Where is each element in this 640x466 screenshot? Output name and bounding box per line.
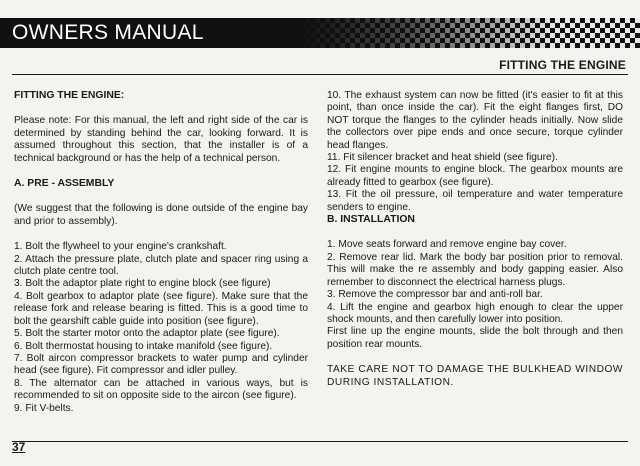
warning-text: TAKE CARE NOT TO DAMAGE THE BULKHEAD WINDOW DURING INSTALLATION.	[327, 364, 623, 388]
note-paragraph: Please note: For this manual, the left and right side of the car is determined by standing behind the car, looking forward. It is assumed throughout this section, that the installer is of a technical background or has the help of a technical person.	[14, 115, 308, 164]
list-item: 4. Bolt gearbox to adaptor plate (see figure). Make sure that the release fork and release bearing is fitted. This is a good time to bolt the gearshift cable guide into position (see figure).	[14, 290, 308, 327]
list-item: 10. The exhaust system can now be fitted (it's easier to fit at this point, than once inside the car). Fit the eight flanges first, DO NOT torque the flanges to the cylinder heads initially. Now slide the collectors over pipe ends and once secure, torque cylinder head flanges.	[327, 90, 623, 151]
pre-assembly-steps	[14, 241, 308, 415]
header-banner	[0, 18, 640, 48]
installation-heading: B. INSTALLATION	[327, 214, 415, 226]
pre-assembly-heading: A. PRE - ASSEMBLY	[14, 178, 115, 190]
right-column	[327, 90, 623, 389]
list-item: 11. Fit silencer bracket and heat shield (see figure).	[327, 152, 558, 164]
list-item: 8. The alternator can be attached in various ways, but is recommended to sit on opposite side to the aircon (see figure).	[14, 377, 308, 402]
section-title: FITTING THE ENGINE	[499, 58, 626, 72]
pre-assembly-steps-continued	[327, 90, 623, 214]
fitting-heading: FITTING THE ENGINE:	[14, 90, 125, 101]
list-item: 7. Bolt aircon compressor brackets to water pump and cylinder head (see figure). Fit compressor and idler pulley.	[14, 352, 308, 377]
list-item: 2. Remove rear lid. Mark the body bar position prior to removal. This will make the re assembly and body gapping easier. Also remember to disconnect the electrical harness plugs.	[327, 251, 623, 288]
list-item: 5. Bolt the starter motor onto the adaptor plate (see figure).	[14, 328, 280, 340]
list-item: 12. Fit engine mounts to engine block. The gearbox mounts are already fitted to gearbox (see figure).	[327, 164, 623, 188]
list-item: 1. Move seats forward and remove engine bay cover.	[327, 239, 567, 251]
page-number: 37	[12, 440, 26, 454]
top-divider	[12, 74, 628, 75]
installation-steps	[327, 239, 623, 326]
list-item: 9. Fit V-belts.	[14, 402, 74, 414]
list-item: 2. Attach the pressure plate, clutch plate and spacer ring using a clutch plate centre tool.	[14, 253, 308, 278]
pre-assembly-intro: (We suggest that the following is done outside of the engine bay and prior to assembly).	[14, 203, 308, 227]
left-column	[14, 90, 308, 415]
mounts-paragraph: First line up the engine mounts, slide the bolt through and then position rear mounts.	[327, 326, 623, 350]
checkered-flag-decoration	[300, 18, 640, 48]
bottom-divider	[12, 441, 628, 442]
list-item: 6. Bolt thermostat housing to intake manifold (see figure).	[14, 340, 273, 352]
list-item: 13. Fit the oil pressure, oil temperature and water temperature senders to engine.	[327, 189, 623, 213]
list-item: 4. Lift the engine and gearbox high enough to clear the upper shock mounts, and then carefully lower into position.	[327, 301, 623, 325]
list-item: 1. Bolt the flywheel to your engine's crankshaft.	[14, 241, 227, 253]
list-item: 3. Bolt the adaptor plate right to engine block (see figure)	[14, 278, 271, 290]
list-item: 3. Remove the compressor bar and anti-roll bar.	[327, 289, 543, 301]
manual-title: OWNERS MANUAL	[12, 21, 204, 44]
